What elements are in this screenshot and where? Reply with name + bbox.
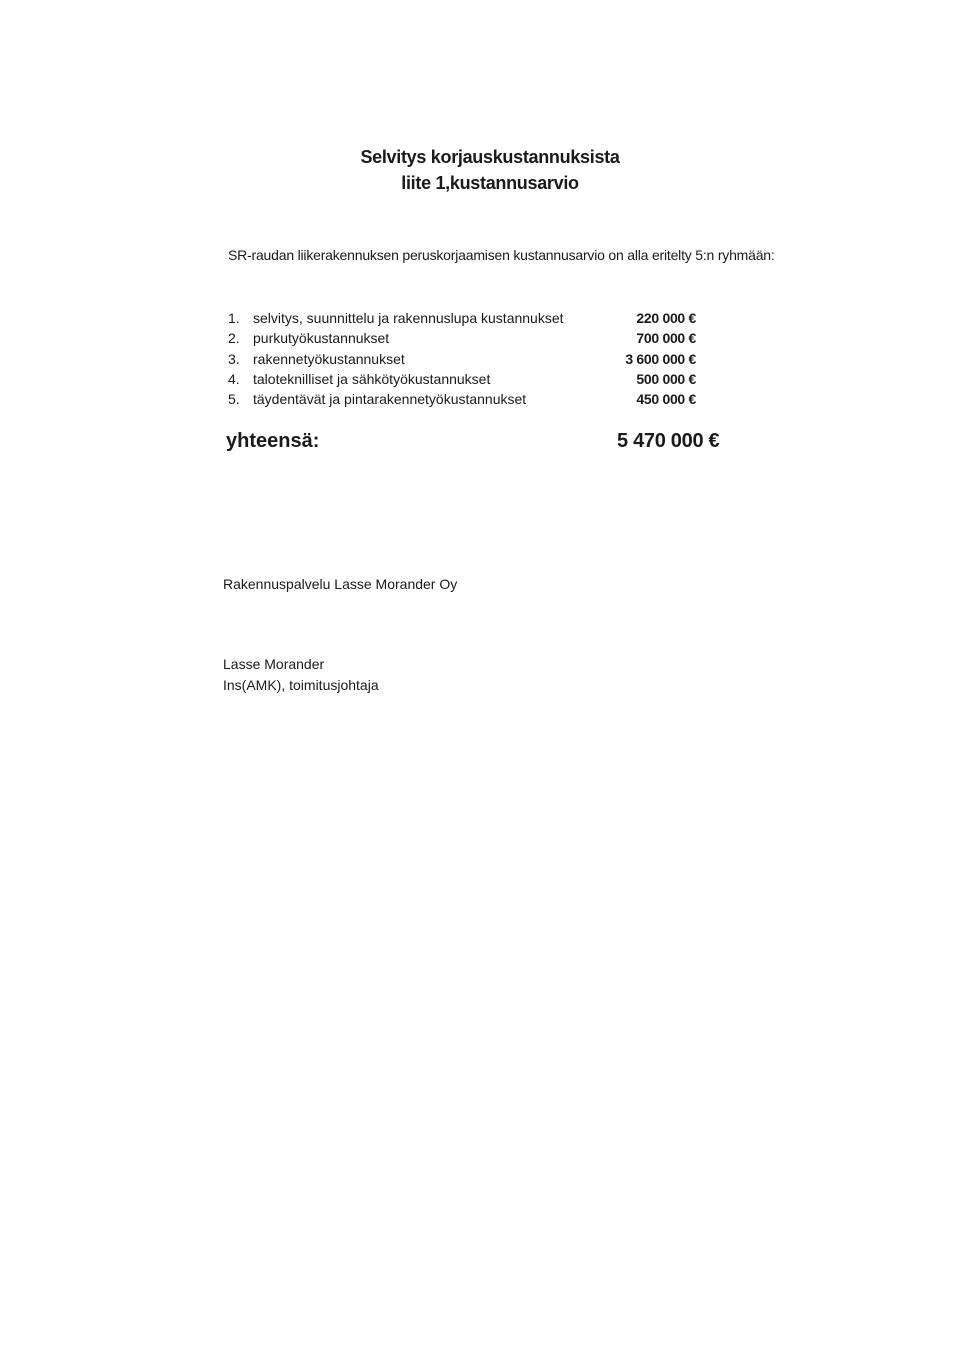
cost-item	[228, 328, 708, 348]
signer-name: Lasse Morander	[223, 656, 325, 672]
cost-item	[228, 308, 708, 328]
total-label: yhteensä:	[226, 430, 320, 452]
cost-item	[228, 369, 708, 389]
cost-item-amount: 450 000 €	[636, 391, 696, 408]
document-subtitle: liite 1,kustannusarvio	[401, 173, 579, 193]
intro-paragraph: SR-raudan liikerakennuksen peruskorjaamisen kustannusarvio on alla eritelty 5:n ryhmään:	[228, 247, 775, 263]
cost-item-number: 5.	[228, 391, 240, 408]
company-name: Rakennuspalvelu Lasse Morander Oy	[223, 576, 458, 592]
cost-item-label: selvitys, suunnittelu ja rakennuslupa kustannukset	[253, 310, 564, 326]
total-amount: 5 470 000 €	[617, 430, 720, 452]
cost-item-number: 3.	[228, 350, 240, 367]
document-title: Selvitys korjauskustannuksista	[360, 147, 620, 167]
cost-item-amount: 700 000 €	[636, 330, 696, 347]
cost-item-amount: 220 000 €	[636, 310, 696, 326]
cost-item-number: 2.	[228, 330, 240, 347]
cost-item-amount: 500 000 €	[636, 370, 696, 387]
cost-item-label: täydentävät ja pintarakennetyökustannukset	[253, 391, 527, 408]
cost-item-number: 4.	[228, 370, 240, 387]
signer-title: Ins(AMK), toimitusjohtaja	[223, 677, 379, 693]
cost-item-label: taloteknilliset ja sähkötyökustannukset	[253, 370, 491, 387]
cost-item-label: rakennetyökustannukset	[253, 350, 405, 367]
cost-item-amount: 3 600 000 €	[625, 350, 696, 367]
cost-item-number: 1.	[228, 310, 240, 326]
cost-item-label: purkutyökustannukset	[253, 330, 390, 347]
cost-list	[228, 308, 708, 409]
cost-item	[228, 389, 708, 409]
cost-item	[228, 349, 708, 369]
